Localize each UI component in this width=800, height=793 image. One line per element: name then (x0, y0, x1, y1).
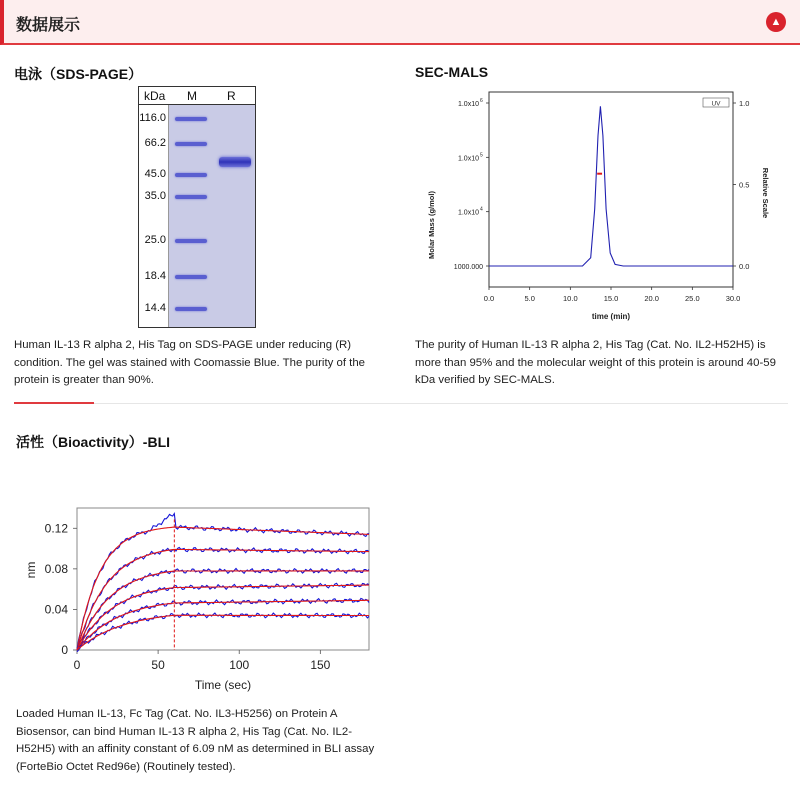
fit-curve (77, 615, 369, 650)
section-divider (14, 403, 788, 404)
sec-mals-chart (415, 85, 775, 325)
y-left-tick-exponent: 6 (480, 98, 483, 104)
measured-curve (77, 598, 369, 649)
marker-band (175, 117, 207, 121)
gel-lane-marker-label: M (187, 89, 197, 103)
x-tick-label: 5.0 (524, 294, 535, 303)
fit-curve (77, 600, 369, 650)
marker-band (175, 173, 207, 177)
y-tick-label: 0.04 (44, 602, 68, 617)
marker-band (175, 239, 207, 243)
y-left-tick-label: 1.0x10 (457, 209, 479, 217)
collapse-up-icon[interactable]: ▲ (766, 12, 786, 32)
bioactivity-caption: Loaded Human IL-13, Fc Tag (Cat. No. IL3-H5256) on Protein A Biosensor, can bind Human IL-13 R alpha 2, His Tag (Cat. No. IL2-H52H5) with an affinity constant of 6.09 nM as determined in BLI assay (ForteBio Octet Red96e) (Routinely tested). (16, 708, 375, 773)
fit-curve (77, 549, 369, 650)
gel-lane-reduced-label: R (227, 89, 236, 103)
mw-label: 45.0 (144, 168, 166, 180)
measured-curve (77, 548, 369, 648)
mw-label: 116.0 (139, 112, 166, 124)
sec-x-axis-label: time (min) (591, 312, 631, 321)
x-tick-label: 10.0 (563, 294, 578, 303)
sec-plot-frame (489, 92, 733, 287)
bli-chart (16, 500, 396, 700)
sec-mals-caption: The purity of Human IL-13 R alpha 2, His Tag (Cat. No. IL2-H52H5) is more than 95% and the molecular weight of this protein is around 40-59 kDa verified by SEC-MALS. (415, 339, 776, 386)
measured-curve (77, 613, 369, 652)
sec-y-right-label: Relative Scale (761, 167, 770, 219)
measured-curve (77, 514, 369, 650)
y-left-tick-exponent: 4 (480, 206, 483, 213)
x-tick-label: 100 (229, 658, 250, 672)
y-left-tick-label: 1.0x10 (457, 101, 479, 108)
sec-y-left-label: Molar Mass (g/mol) (427, 191, 436, 259)
y-left-tick-exponent: 5 (480, 152, 483, 159)
sec-mals-title: SEC-MALS (415, 64, 489, 80)
measured-curve (77, 569, 369, 650)
bli-y-axis-label: nm (24, 561, 38, 579)
gel-unit-label: kDa (144, 89, 166, 103)
fit-curve (77, 571, 369, 650)
section-title: 数据展示 (16, 17, 81, 34)
marker-band (175, 142, 207, 146)
uv-series-line (489, 106, 733, 266)
sds-page-title: 电泳（SDS-PAGE） (14, 66, 143, 82)
mw-label: 35.0 (144, 190, 166, 202)
mw-label: 14.4 (144, 302, 166, 314)
protein-band (219, 157, 251, 167)
y-right-tick-label: 0.5 (739, 180, 750, 190)
x-tick-label: 30.0 (725, 294, 741, 303)
x-tick-label: 50 (151, 658, 165, 672)
legend-uv: UV (711, 100, 721, 108)
bli-x-axis-label: Time (sec) (194, 678, 252, 692)
gel-header (139, 87, 255, 105)
x-tick-label: 25.0 (685, 294, 700, 303)
section-header (0, 0, 800, 45)
mw-label: 25.0 (144, 234, 166, 246)
marker-band (175, 307, 207, 311)
x-tick-label: 0 (73, 658, 81, 672)
mw-label: 18.4 (144, 270, 166, 282)
y-left-tick-label: 1.0x10 (457, 155, 479, 163)
x-tick-label: 15.0 (603, 294, 619, 303)
marker-band (175, 195, 207, 199)
marker-band (175, 275, 207, 279)
x-tick-label: 20.0 (644, 294, 659, 303)
sds-page-caption: Human IL-13 R alpha 2, His Tag on SDS-PAGE under reducing (R) condition. The gel was stained with Coomassie Blue. The purity of the protein is greater than 90%. (14, 339, 365, 386)
gel-mw-column (139, 105, 169, 327)
y-right-tick-label: 0.0 (739, 262, 750, 271)
y-right-tick-label: 1.0 (739, 99, 750, 108)
y-tick-label: 0.08 (44, 561, 68, 576)
sds-page-gel-image (138, 86, 256, 328)
bioactivity-title: 活性（Bioactivity）-BLI (16, 434, 171, 450)
y-left-tick-label: 1000.000 (453, 264, 483, 271)
section-divider-accent (14, 402, 94, 404)
y-tick-label: 0.12 (44, 521, 68, 536)
y-tick-label: 0 (61, 643, 68, 657)
x-tick-label: 150 (310, 658, 331, 672)
mw-label: 66.2 (144, 137, 166, 149)
x-tick-label: 0.0 (483, 294, 495, 303)
